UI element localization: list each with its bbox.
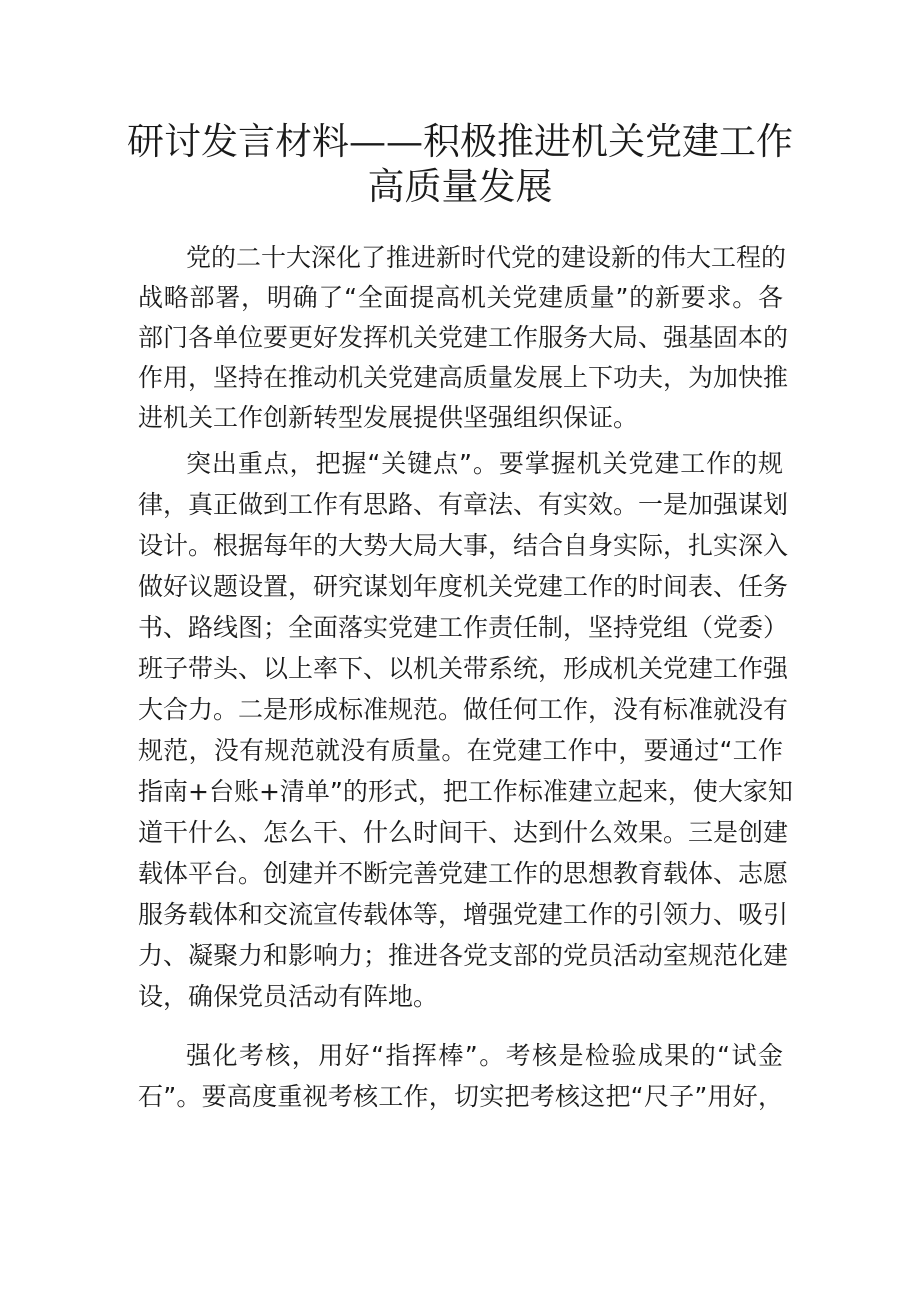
body-line: 石”。要高度重视考核工作，切实把考核这把“尺子”用好， [138, 1082, 783, 1111]
body-line: 作用，坚持在推动机关党建高质量发展上下功夫，为加快推 [138, 363, 789, 392]
body-line: 战略部署，明确了“全面提高机关党建质量”的新要求。各 [138, 283, 783, 312]
body-line: 强化考核，用好“指挥棒”。考核是检验成果的“试金 [186, 1041, 783, 1070]
body-line: 道干什么、怎么干、什么时间干、达到什么效果。三是创建 [138, 818, 789, 847]
body-line: 进机关工作创新转型发展提供坚强组织保证。 [138, 403, 639, 432]
body-line: 规范，没有规范就没有质量。在党建工作中，要通过“工作 [138, 736, 783, 765]
body-line: 书、路线图；全面落实党建工作责任制，坚持党组（党委） [138, 613, 789, 642]
body-line: 指南+台账+清单”的形式，把工作标准建立起来，使大家知 [138, 777, 793, 806]
body-line: 班子带头、以上率下、以机关带系统，形成机关党建工作强 [138, 654, 789, 683]
document-title-line-2: 高质量发展 [367, 165, 553, 208]
body-line: 载体平台。创建并不断完善党建工作的思想教育载体、志愿 [138, 859, 789, 888]
body-line: 部门各单位要更好发挥机关党建工作服务大局、强基固本的 [138, 323, 789, 352]
body-line: 大合力。二是形成标准规范。做任何工作，没有标准就没有 [138, 695, 789, 724]
body-line: 做好议题设置，研究谋划年度机关党建工作的时间表、任务 [138, 572, 789, 601]
body-line: 力、凝聚力和影响力；推进各党支部的党员活动室规范化建 [138, 941, 789, 970]
body-line: 突出重点，把握“关键点”。要掌握机关党建工作的规 [186, 449, 783, 478]
body-line: 服务载体和交流宣传载体等，增强党建工作的引领力、吸引 [138, 900, 789, 929]
body-line: 律，真正做到工作有思路、有章法、有实效。一是加强谋划 [138, 490, 789, 519]
body-line: 设，确保党员活动有阵地。 [138, 982, 439, 1011]
body-line: 党的二十大深化了推进新时代党的建设新的伟大工程的 [186, 243, 787, 272]
document-title-line-1: 研讨发言材料——积极推进机关党建工作 [127, 120, 793, 163]
body-line: 设计。根据每年的大势大局大事，结合自身实际，扎实深入 [138, 531, 789, 560]
